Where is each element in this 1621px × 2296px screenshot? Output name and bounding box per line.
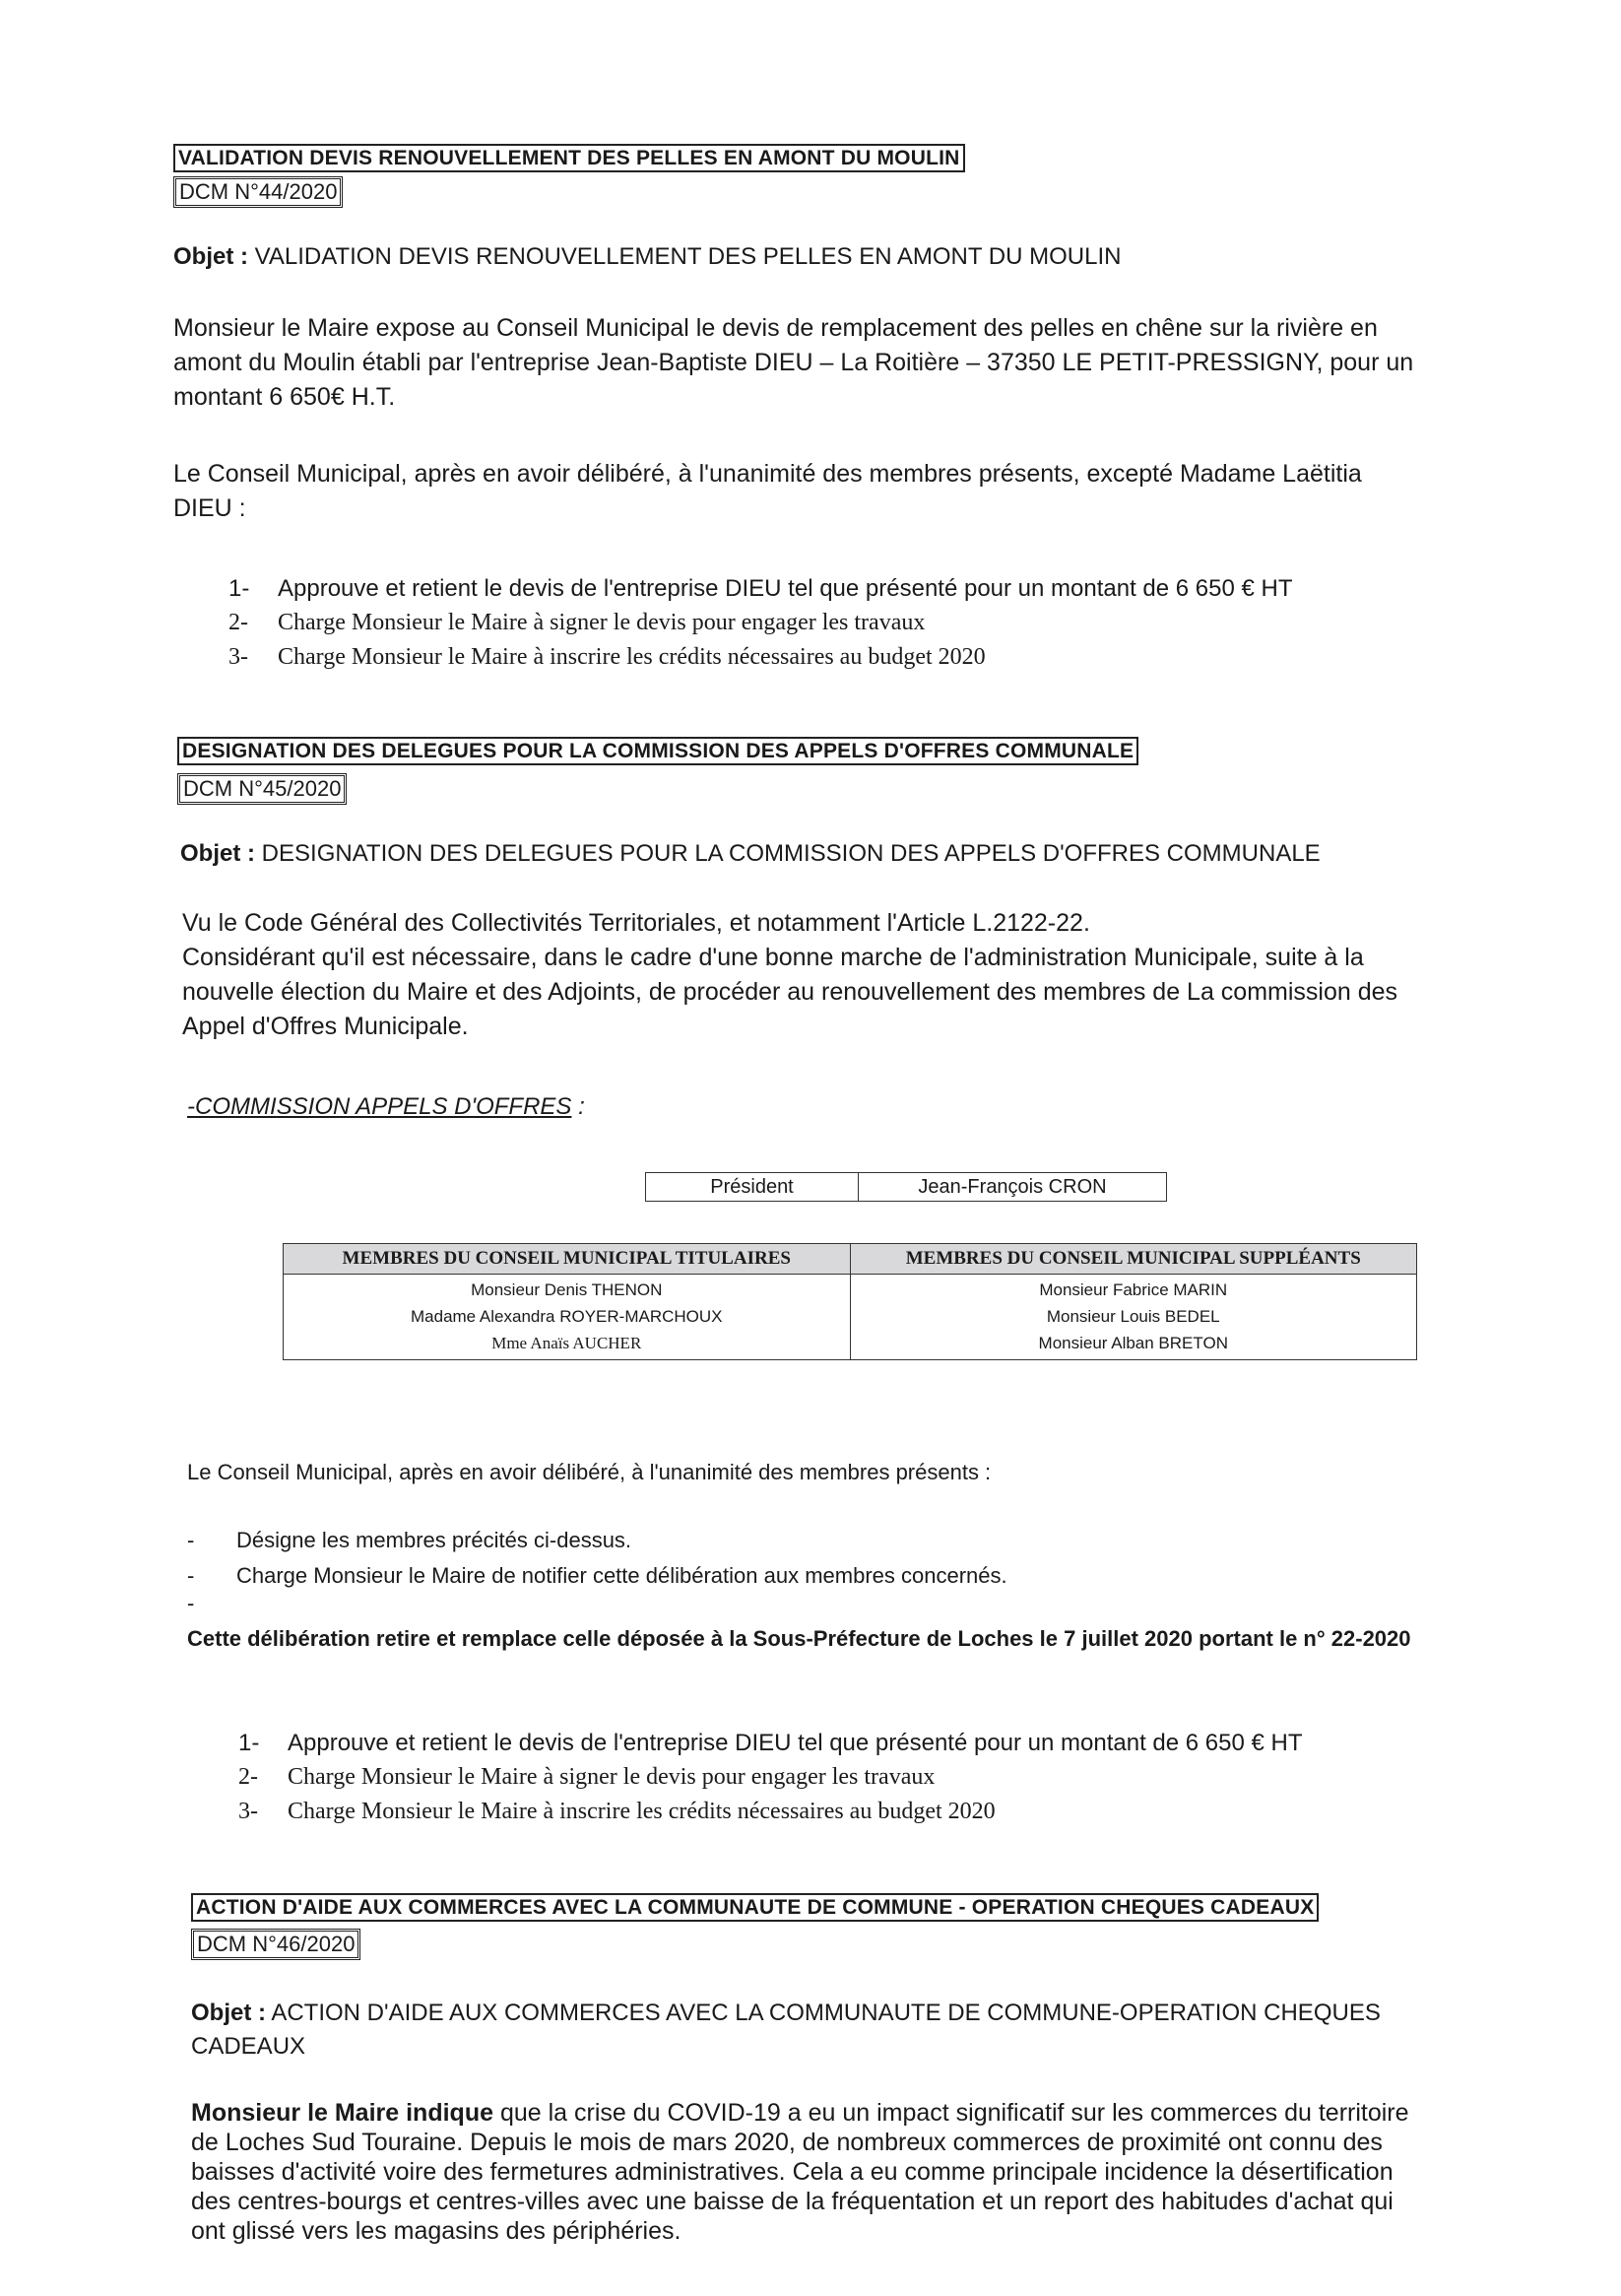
- list-item: - Désigne les membres précités ci-dessus.: [187, 1528, 632, 1552]
- list-item: 1- Approuve et retient le devis de l'entreprise DIEU tel que présenté pour un montant de 6 650 € HT: [228, 575, 1293, 602]
- paragraph-considerant: Considérant qu'il est nécessaire, dans le cadre d'une bonne marche de l'administration Municipale, suite à la nouvelle élection du Maire et des Adjoints, de procéder au renouvellement des membres de La commission des Appel d'Offres Municipale.: [182, 944, 1398, 1040]
- table-row: Madame Alexandra ROYER-MARCHOUX: [411, 1307, 723, 1326]
- paragraph-expose: Monsieur le Maire expose au Conseil Municipal le devis de remplacement des pelles en chêne sur la rivière en amont du Moulin établi par l'entreprise Jean-Baptiste DIEU – La Roitière – 37350 LE PETIT-PRESSIGNY, pour un montant 6 650€ H.T.: [173, 314, 1414, 411]
- section-title-pelles: VALIDATION DEVIS RENOUVELLEMENT DES PELLES EN AMONT DU MOULIN: [173, 144, 965, 172]
- objet-line: [191, 1997, 1381, 2064]
- decision-list-1: [228, 571, 1440, 675]
- paragraph-conseil: Le Conseil Municipal, après en avoir délibéré, à l'unanimité des membres présents, excepté Madame Laëtitia DIEU :: [173, 460, 1362, 522]
- dcm-number-44: DCM N°44/2020: [173, 176, 343, 208]
- list-item: 2- Charge Monsieur le Maire à signer le devis pour engager les travaux: [228, 610, 926, 635]
- titulaires-cell: [284, 1275, 851, 1360]
- dcm-number-46: DCM N°46/2020: [191, 1929, 360, 1960]
- president-table: [645, 1172, 1167, 1202]
- header-titulaires: MEMBRES DU CONSEIL MUNICIPAL TITULAIRES: [284, 1244, 851, 1275]
- paragraph-covid: [191, 2098, 1422, 2246]
- header-suppleants: MEMBRES DU CONSEIL MUNICIPAL SUPPLÉANTS: [850, 1244, 1417, 1275]
- decision-text: Le Conseil Municipal, après en avoir délibéré, à l'unanimité des membres présents :: [187, 1460, 992, 1484]
- members-table: [283, 1243, 1417, 1360]
- table-row: Monsieur Fabrice MARIN: [1039, 1280, 1228, 1299]
- objet-label: Objet :: [180, 840, 255, 867]
- president-label: Président: [646, 1173, 859, 1202]
- objet-text: ACTION D'AIDE AUX COMMERCES AVEC LA COMMUNAUTE DE COMMUNE-OPERATION CHEQUES: [271, 2000, 1381, 2026]
- table-row: Monsieur Denis THENON: [471, 1280, 663, 1299]
- list-item: -: [187, 1591, 195, 1615]
- table-row: Mme Anaïs AUCHER: [491, 1334, 642, 1352]
- section-title-commerces: ACTION D'AIDE AUX COMMERCES AVEC LA COMMUNAUTE DE COMMUNE - OPERATION CHEQUES CADEAUX: [191, 1893, 1319, 1922]
- president-name: Jean-François CRON: [859, 1173, 1167, 1202]
- list-item: - Charge Monsieur le Maire de notifier cette délibération aux membres concernés.: [187, 1563, 1007, 1588]
- paragraph-code: Vu le Code Général des Collectivités Territoriales, et notamment l'Article L.2122-22.: [182, 909, 1090, 937]
- paragraph-bold-lead: Monsieur le Maire indique: [191, 2099, 493, 2127]
- dash-list: [187, 1523, 1418, 1613]
- objet-text: DESIGNATION DES DELEGUES POUR LA COMMISSION DES APPELS D'OFFRES COMMUNALE: [261, 840, 1321, 867]
- commission-heading: -COMMISSION APPELS D'OFFRES :: [187, 1093, 585, 1120]
- table-row: Monsieur Louis BEDEL: [1046, 1307, 1220, 1326]
- objet-label: Objet :: [191, 2000, 266, 2026]
- retrait-note: Cette délibération retire et remplace celle déposée à la Sous-Préfecture de Loches le 7 juillet 2020 portant le n° 22-2020: [187, 1626, 1411, 1651]
- objet-label: Objet :: [173, 243, 248, 270]
- objet-line: [173, 243, 1121, 271]
- objet-line: [180, 840, 1321, 868]
- table-row: Monsieur Alban BRETON: [1038, 1334, 1228, 1352]
- list-item: 3- Charge Monsieur le Maire à inscrire les crédits nécessaires au budget 2020: [228, 644, 986, 670]
- list-item: 3- Charge Monsieur le Maire à inscrire les crédits nécessaires au budget 2020: [238, 1799, 996, 1824]
- decision-list-2: [238, 1726, 1450, 1829]
- dcm-number-45: DCM N°45/2020: [177, 773, 347, 805]
- objet-text: VALIDATION DEVIS RENOUVELLEMENT DES PELLES EN AMONT DU MOULIN: [254, 243, 1122, 270]
- paragraph-body: que la crise du COVID-19 a eu un impact significatif sur les commerces du territoire de Loches Sud Touraine. Depuis le mois de mars 2020, de nombreux commerces de proximité ont connu des baisses d'activité voire des fermetures administratives. Cela a eu comme principale incidence la désertification des centres-bourgs et centres-villes avec une baisse de la fréquentation et un report des habitudes d'achat qui ont glissé vers les magasins des périphéries.: [191, 2099, 1409, 2245]
- list-item: 2- Charge Monsieur le Maire à signer le devis pour engager les travaux: [238, 1764, 936, 1790]
- section-title-designation: DESIGNATION DES DELEGUES POUR LA COMMISSION DES APPELS D'OFFRES COMMUNALE: [177, 737, 1138, 765]
- suppleants-cell: [850, 1275, 1417, 1360]
- list-item: 1- Approuve et retient le devis de l'entreprise DIEU tel que présenté pour un montant de 6 650 € HT: [238, 1730, 1303, 1756]
- objet-text-continued: CADEAUX: [191, 2033, 306, 2060]
